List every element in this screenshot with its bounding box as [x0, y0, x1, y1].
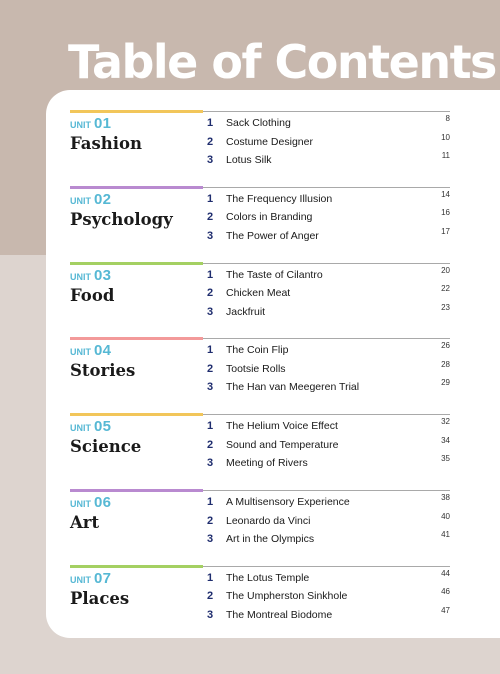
lesson-number: 3 [207, 229, 214, 242]
lesson-title[interactable]: The Coin Flip [226, 344, 289, 357]
unit-label-text: UNIT [70, 499, 91, 509]
unit-name[interactable]: Art [70, 513, 100, 532]
lesson-list [206, 341, 450, 397]
lesson-page-number: 41 [441, 530, 450, 539]
unit-section-3 [70, 262, 450, 334]
unit-name[interactable]: Stories [70, 361, 136, 381]
lesson-number: 1 [207, 192, 214, 205]
lesson-list [206, 266, 450, 322]
unit-number: 02 [94, 190, 112, 208]
lesson-item[interactable] [206, 266, 450, 285]
unit-label [70, 569, 112, 587]
lesson-page-number: 11 [441, 151, 450, 160]
lesson-list [206, 569, 450, 625]
unit-accent-bar [70, 110, 203, 113]
lesson-number: 1 [207, 344, 214, 357]
lesson-page-number: 22 [441, 284, 450, 294]
lesson-item[interactable] [206, 190, 450, 209]
lesson-title[interactable]: The Umpherston Sinkhole [226, 590, 348, 603]
lesson-title[interactable]: Sack Clothing [226, 117, 291, 129]
lesson-title[interactable]: Art in the Olympics [226, 533, 315, 545]
lesson-page-number: 38 [441, 493, 450, 502]
lesson-item[interactable] [206, 493, 450, 512]
lesson-page-number: 17 [441, 226, 450, 236]
lesson-page-number: 26 [441, 341, 450, 351]
unit-label-text: UNIT [70, 271, 91, 282]
lesson-item[interactable] [206, 454, 450, 473]
lesson-item[interactable] [206, 587, 450, 606]
lesson-page-number: 28 [441, 359, 450, 369]
lesson-page-number: 29 [441, 378, 450, 388]
unit-label-text: UNIT [70, 574, 91, 585]
lesson-page-number: 10 [441, 132, 450, 142]
lesson-page-number: 40 [441, 511, 450, 521]
lesson-item[interactable] [206, 227, 450, 246]
unit-name[interactable]: Science [70, 437, 142, 457]
lesson-number: 1 [207, 117, 214, 129]
lesson-number: 1 [207, 496, 214, 508]
lesson-number: 2 [207, 590, 214, 603]
lesson-title[interactable]: Lotus Silk [226, 154, 272, 166]
unit-label [70, 190, 112, 208]
lesson-title[interactable]: The Han van Meegeren Trial [226, 381, 360, 394]
lesson-item[interactable] [206, 569, 450, 588]
lesson-title[interactable]: The Power of Anger [226, 229, 319, 242]
lesson-item[interactable] [206, 151, 450, 170]
unit-number: 04 [94, 342, 112, 360]
unit-label-text: UNIT [70, 347, 91, 358]
unit-number: 06 [94, 494, 112, 511]
unit-divider [203, 338, 450, 339]
lesson-item[interactable] [206, 284, 450, 303]
lesson-page-number: 23 [441, 302, 450, 312]
lesson-page-number: 16 [441, 208, 450, 218]
lesson-item[interactable] [206, 303, 450, 322]
unit-accent-bar [70, 565, 203, 568]
lesson-list [206, 417, 450, 473]
unit-divider [203, 263, 450, 264]
unit-number: 01 [94, 115, 112, 132]
page-title: Table of Contents [68, 35, 496, 89]
unit-label-text: UNIT [70, 195, 91, 206]
unit-label-text: UNIT [70, 120, 91, 130]
lesson-page-number: 32 [441, 417, 450, 427]
lesson-item[interactable] [206, 530, 450, 549]
unit-number: 07 [94, 569, 112, 587]
unit-section-7 [70, 565, 450, 637]
unit-label [70, 117, 111, 132]
unit-section-2 [70, 186, 450, 258]
lesson-title[interactable]: The Montreal Biodome [226, 608, 333, 621]
lesson-item[interactable] [206, 208, 450, 227]
unit-number: 03 [94, 266, 112, 284]
lesson-list [206, 493, 450, 549]
unit-label-text: UNIT [70, 423, 91, 434]
lesson-title[interactable]: The Lotus Temple [226, 571, 310, 584]
lesson-item[interactable] [206, 360, 450, 379]
lesson-title[interactable]: Jackfruit [226, 305, 266, 318]
unit-section-4 [70, 337, 450, 409]
lesson-page-number: 46 [441, 587, 450, 597]
lesson-page-number: 20 [441, 265, 450, 275]
lesson-number: 1 [207, 571, 214, 584]
lesson-title[interactable]: Colors in Branding [226, 211, 313, 224]
lesson-page-number: 44 [441, 568, 450, 578]
unit-label [70, 420, 111, 435]
unit-label [70, 344, 111, 359]
lesson-title[interactable]: The Taste of Cilantro [226, 268, 323, 281]
lesson-title[interactable]: Tootsie Rolls [226, 362, 286, 375]
lesson-number: 2 [207, 362, 214, 375]
lesson-number: 1 [207, 268, 214, 281]
unit-divider [203, 490, 450, 491]
lesson-number: 3 [207, 381, 214, 394]
unit-section-1 [70, 110, 450, 182]
lesson-number: 3 [207, 154, 214, 166]
lesson-title[interactable]: Chicken Meat [226, 287, 291, 300]
lesson-title[interactable]: A Multisensory Experience [226, 496, 350, 508]
lesson-title[interactable]: Sound and Temperature [226, 438, 339, 451]
unit-number: 05 [94, 418, 112, 436]
lesson-item[interactable] [206, 378, 450, 397]
lesson-page-number: 14 [441, 189, 450, 199]
lesson-number: 2 [207, 135, 214, 148]
lesson-number: 1 [207, 420, 214, 433]
unit-name[interactable]: Places [70, 588, 130, 608]
unit-label [70, 266, 112, 284]
lesson-title[interactable]: Costume Designer [226, 135, 313, 148]
lesson-item[interactable] [206, 341, 450, 360]
lesson-number: 3 [207, 457, 214, 470]
lesson-list [206, 190, 450, 246]
lesson-item[interactable] [206, 133, 450, 152]
lesson-number: 3 [207, 608, 214, 621]
lesson-number: 2 [207, 211, 214, 224]
lesson-list [206, 114, 450, 170]
lesson-item[interactable] [206, 114, 450, 133]
lesson-number: 2 [207, 438, 214, 451]
lesson-title[interactable]: Meeting of Rivers [226, 457, 308, 470]
unit-divider [203, 111, 450, 112]
lesson-page-number: 8 [445, 114, 450, 123]
unit-name[interactable]: Psychology [70, 209, 173, 229]
unit-name[interactable]: Fashion [70, 134, 143, 153]
unit-divider [203, 187, 450, 188]
lesson-number: 2 [207, 287, 214, 300]
unit-label [70, 496, 111, 511]
lesson-item[interactable] [206, 417, 450, 436]
lesson-number: 2 [207, 514, 214, 527]
unit-divider [203, 566, 450, 567]
lesson-item[interactable] [206, 512, 450, 531]
lesson-title[interactable]: The Frequency Illusion [226, 192, 333, 205]
lesson-item[interactable] [206, 606, 450, 625]
lesson-page-number: 35 [441, 454, 450, 464]
unit-section-6 [70, 489, 450, 561]
unit-accent-bar [70, 413, 203, 416]
lesson-number: 3 [207, 305, 214, 318]
lesson-page-number: 34 [441, 435, 450, 445]
unit-divider [203, 414, 450, 415]
lesson-title[interactable]: The Helium Voice Effect [226, 420, 338, 433]
lesson-page-number: 47 [441, 605, 450, 615]
unit-accent-bar [70, 489, 203, 492]
unit-accent-bar [70, 262, 203, 265]
unit-name[interactable]: Food [70, 285, 115, 305]
lesson-title[interactable]: Leonardo da Vinci [226, 514, 311, 527]
unit-accent-bar [70, 186, 203, 189]
lesson-item[interactable] [206, 436, 450, 455]
lesson-number: 3 [207, 533, 214, 545]
unit-accent-bar [70, 337, 203, 340]
unit-section-5 [70, 413, 450, 485]
